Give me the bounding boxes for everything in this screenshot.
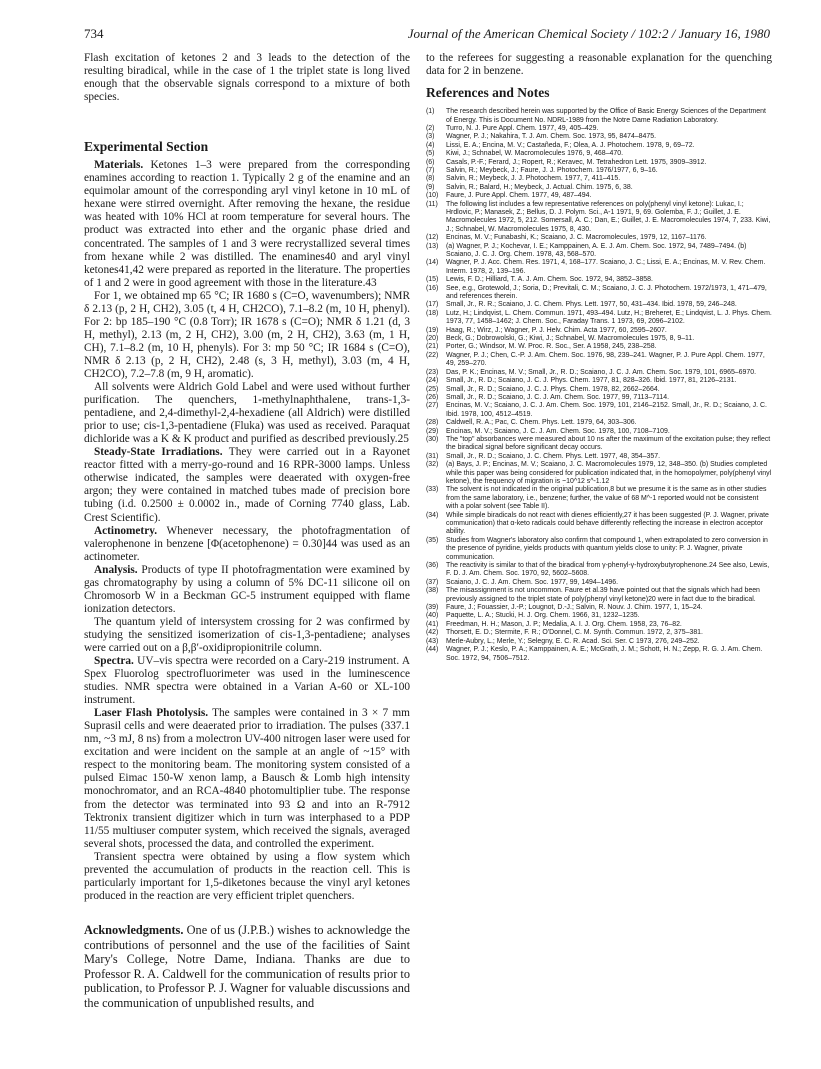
reference-number: (34) xyxy=(426,511,439,519)
reference-item xyxy=(426,301,772,309)
reference-text: Salvin, R.; Meybeck, J. J. Photochem. 1977, 7, 411–415. xyxy=(446,175,621,183)
paragraph-text: They were carried out in a Rayonet reactor fitted with a merry-go-round and 16 RPR-3000 lamps. Unless otherwise indicated, the samples were deaerated with oxygen-free argon; they were contained in matched tubes made of precision bore tubing (i.d. 0.2500 ± 0.0002 in., made of Corning 7740 glass, Lab. Crest Scientific). xyxy=(84,446,411,524)
experimental-paragraph xyxy=(84,290,410,381)
reference-number: (32) xyxy=(426,461,439,469)
reference-text: Small, Jr., R. D.; Scaiano, J. C. J. Am. Chem. Soc. 1977, 99, 7113–7114. xyxy=(446,393,670,401)
references-heading: References and Notes xyxy=(426,85,550,101)
reference-text: Lewis, F. D.; Hilliard, T. A. J. Am. Chem. Soc. 1972, 94, 3852–3858. xyxy=(446,276,653,284)
reference-text: Paquette, L. A.; Stucki, H. J. Org. Chem. 1966, 31, 1232–1235. xyxy=(446,612,640,620)
reference-text: The reactivity is similar to that of the biradical from γ-phenyl-γ-hydroxybutyrophenone.24 See also, Lewis, F. D. J. Am. Chem. Soc. 1970, 92, 5602–5608. xyxy=(446,562,770,578)
paragraph-text: Ketones 1–3 were prepared from the corresponding enamines according to reaction 1. Typically 2 g of the enamine and an equimolar amount of the corresponding aryl vinyl ketone in 10 mL of hexane were stirred overnight. After removing the hexane, the residue was heated with 10% HCl at room temperature for several hours. The product was extracted into ether and the organic phase dried and concentrated. The samples of 1 and 3 were recrystallized several times from hexane while 2 was distilled. The enamines40 and aryl vinyl ketones41,42 were prepared as reported in the literature. The properties of 1 and 2 were in good agreement with those in the literature.43 xyxy=(84,159,410,289)
reference-item xyxy=(426,369,772,377)
reference-number: (12) xyxy=(426,234,439,242)
reference-number: (11) xyxy=(426,200,438,208)
reference-number: (39) xyxy=(426,604,439,612)
reference-item xyxy=(426,377,772,385)
reference-text: Beck, G.; Dobrowolski, G.; Kiwi, J.; Schnabel, W. Macromolecules 1975, 8, 9–11. xyxy=(446,335,695,343)
reference-number: (16) xyxy=(426,284,439,292)
reference-item xyxy=(426,150,772,158)
reference-text: See, e.g., Grotewold, J.; Soria, D.; Previtali, C. M.; Scaiano, J. C. J. Photochem. 1972/1973, 1, 471–479, and references therein. xyxy=(446,284,767,301)
reference-number: (2) xyxy=(426,124,435,132)
reference-item xyxy=(426,436,772,453)
paragraph-text: UV–vis spectra were recorded on a Cary-219 instrument. A Spex Fluorolog spectrofluorimeter was used in the luminescence studies. NMR spectra were obtained in a Varian A-60 or XL-100 instrument. xyxy=(84,655,410,707)
reference-item xyxy=(426,621,772,629)
reference-number: (42) xyxy=(426,629,439,637)
reference-text: (a) Wagner, P. J.; Kochevar, I. E.; Kamppainen, A. E. J. Am. Chem. Soc. 1972, 94, 7489–7494. (b) Scaiano, J. C. J. Org. Chem. 1978, 43, 568–570. xyxy=(446,242,747,258)
reference-number: (5) xyxy=(426,150,435,158)
reference-number: (1) xyxy=(426,108,435,116)
ack-text: One of us (J.P.B.) wishes to acknowledge the contributions of personnel and the use of the facilities of Saint Mary's College, Notre Dame, Indiana. Thanks are due to Professor R. A. Caldwell for the communication of results prior to publication, to Professor P. J. Wagner for valuable discussions and the communication of unpublished results, and xyxy=(84,922,410,1010)
reference-text: Thorsett, E. D.; Stermite, F. R.; O'Donnel, C. M. Synth. Commun. 1972, 2, 375–381. xyxy=(446,629,703,637)
reference-item xyxy=(426,310,772,327)
reference-number: (7) xyxy=(426,166,435,174)
reference-text: Wagner, P. J.; Keslo, P. A.; Kamppainen, A. E.; McGrath, J. M.; Schott, H. N.; Zepp, R. G. J. Am. Chem. Soc. 1972, 94, 7506–7512. xyxy=(446,646,763,662)
reference-item xyxy=(426,587,772,604)
right-column xyxy=(426,52,772,663)
reference-item xyxy=(426,142,772,150)
paragraph-run-in-heading: Laser Flash Photolysis. xyxy=(94,707,209,720)
reference-text: (a) Bays, J. P.; Encinas, M. V.; Scaiano, J. C. Macromolecules 1979, 12, 348–350. (b) Studies completed while this paper was being considered for publication indicated that, in the homopolymer, poly(phenyl vinyl ketone), the frequency of migration is ~10^12 s^-1.12 xyxy=(446,461,772,485)
reference-item xyxy=(426,402,772,419)
reference-number: (17) xyxy=(426,301,439,309)
intro-paragraph: Flash excitation of ketones 2 and 3 leads to the detection of the resulting biradical, while in the case of 1 the triplet state is long lived enough that the observable signals correspond to a mixture of both species. xyxy=(84,52,410,104)
reference-number: (14) xyxy=(426,259,439,267)
reference-number: (9) xyxy=(426,183,435,191)
reference-text: The following list includes a few representative references on poly(phenyl vinyl ketone): Lukac, I.; Hrdlovic, P.; Manasek, Z.; Bellus, D. J. Polym. Sci., A-1 1971, 9, 69. Golemba, F. J.; Guillet, J. E. Macromolecules 1972, 5, 212. Somersall, A. C.; Dan, E.; Guillet, J. E. Macromolecules 1974, 7, 233. Kiwi, J.; Schnabel, W. Macromolecules 1975, 8, 430. xyxy=(446,200,771,233)
experimental-paragraph xyxy=(84,564,410,616)
reference-number: (43) xyxy=(426,637,439,645)
reference-item xyxy=(426,159,772,167)
reference-text: Wagner, P. J.; Chen, C.-P. J. Am. Chem. Soc. 1976, 98, 239–241. Wagner, P. J. Pure Appl. Chem. 1977, 49, 259–270. xyxy=(446,351,765,368)
reference-text: Wagner, P. J.; Nakahira, T. J. Am. Chem. Soc. 1973, 95, 8474–8475. xyxy=(446,133,657,141)
experimental-paragraph xyxy=(84,159,410,289)
reference-text: Faure, J. Pure Appl. Chem. 1977, 49, 487–494. xyxy=(446,192,592,200)
paragraph-run-in-heading: Actinometry. xyxy=(94,524,158,537)
reference-text: Scaiano, J. C. J. Am. Chem. Soc. 1977, 99, 1494–1496. xyxy=(446,578,618,586)
reference-number: (24) xyxy=(426,377,439,385)
reference-number: (22) xyxy=(426,351,439,359)
reference-item xyxy=(426,419,772,427)
reference-number: (35) xyxy=(426,536,439,544)
reference-text: Small, Jr., R. D.; Scaiano, J. C. J. Phys. Chem. 1978, 82, 2662–2664. xyxy=(446,385,660,393)
reference-text: Haag, R.; Wirz, J.; Wagner, P. J. Helv. Chim. Acta 1977, 60, 2595–2607. xyxy=(446,326,667,334)
reference-item xyxy=(426,612,772,620)
paragraph-text: The quantum yield of intersystem crossing for 2 was confirmed by studying the sensitized isomerization of cis-1,3-pentadiene; analyses were carried out on a β,β′-oxidipropionitrile column. xyxy=(84,615,410,654)
right-intro-paragraph: to the referees for suggesting a reasonable explanation for the quenching data for 2 in benzene. xyxy=(426,52,772,78)
reference-item xyxy=(426,428,772,436)
reference-text: The research described herein was supported by the Office of Basic Energy Sciences of the Department of Energy. This is Document No. NDRL-1989 from the Notre Dame Radiation Laboratory. xyxy=(446,108,766,124)
reference-item xyxy=(426,201,772,235)
reference-text: Encinas, M. V.; Funabashi, K.; Scaiano, J. C. Macromolecules, 1979, 12, 1167–1176. xyxy=(446,234,707,242)
paragraph-run-in-heading: Materials. xyxy=(94,159,144,172)
reference-number: (36) xyxy=(426,562,439,570)
reference-text: Encinas, M. V.; Scaiano, J. C. J. Am. Chem. Soc. 1978, 100, 7108–7109. xyxy=(446,427,670,435)
reference-number: (25) xyxy=(426,385,439,393)
reference-text: Wagner, P. J. Acc. Chem. Res. 1971, 4, 168–177. Scaiano, J. C.; Lissi, E. A.; Encinas, M. V. Rev. Chem. Interm. 1978, 2, 139–196. xyxy=(446,259,766,275)
paragraph-text: Products of type II photofragmentation were examined by gas chromatography by using a column of 5% DC-11 silicone oil on Chromosorb W in a Beckman GC-5 instrument equipped with flame ionization detectors. xyxy=(84,563,410,615)
reference-item xyxy=(426,192,772,200)
paragraph-text: All solvents were Aldrich Gold Label and were used without further purification. The quenchers, 1-methylnaphthalene, trans-1,3-pentadiene, and 2,4-dimethyl-2,4-hexadiene (all Aldrich) were distilled prior to use; cis-1,3-pentadiene (Fluka) was used as received. Paraquat dichloride was a K & K product and purified as described previously.25 xyxy=(84,381,410,446)
reference-text: Kiwi, J.; Schnabel, W. Macromolecules 1976, 9, 468–470. xyxy=(446,150,624,158)
reference-item xyxy=(426,327,772,335)
reference-text: The solvent is not indicated in the original publication,8 but we presume it is the same as in other studies from the same laboratory, i.e., benzene; further, the value of 68 M^-1 reported would not be consistent with a polar solvent (see Table II). xyxy=(446,486,767,511)
paragraph-text: Transient spectra were obtained by using a flow system which prevented the accumulation of products in the reaction cell. This is particularly important for 1,5-diketones because the vinyl aryl ketones produced in the reaction are very efficient triplet quenchers. xyxy=(84,850,410,902)
reference-number: (31) xyxy=(426,452,439,460)
reference-item xyxy=(426,386,772,394)
experimental-paragraph xyxy=(84,381,410,446)
reference-item xyxy=(426,638,772,646)
reference-number: (3) xyxy=(426,133,435,141)
paragraph-text: Whenever necessary, the photofragmentation of valerophenone in benzene [Φ(acetophenone) = 0.30]44 was used as an actinometer. xyxy=(84,524,410,563)
reference-text: While simple biradicals do not react with dienes efficiently,27 it has been suggested (P. J. Wagner, private communication) that α-keto radicals could behave differently reflecting the increase in electron acceptor ability. xyxy=(446,511,769,536)
reference-number: (21) xyxy=(426,343,439,351)
page-header xyxy=(84,26,770,42)
acknowledgments-paragraph xyxy=(84,923,410,1011)
reference-item xyxy=(426,604,772,612)
reference-number: (40) xyxy=(426,612,439,620)
reference-item xyxy=(426,646,772,663)
reference-text: Merle-Aubry, L.; Merle, Y.; Selegny, E. C. R. Acad. Sci. Ser. C 1973, 276, 249–252. xyxy=(446,637,700,645)
experimental-paragraph xyxy=(84,525,410,564)
reference-item xyxy=(426,184,772,192)
reference-number: (10) xyxy=(426,192,439,200)
reference-text: Turro, N. J. Pure Appl. Chem. 1977, 49, 405–429. xyxy=(446,124,599,132)
reference-text: The "top" absorbances were measured about 10 ns after the maximum of the excitation pulse; they reflect the biradical signal before significant decay occurs. xyxy=(446,435,771,452)
reference-text: Porter, G.; Windsor, M. W. Proc. R. Soc., Ser. A 1958, 245, 238–258. xyxy=(446,343,657,351)
reference-number: (4) xyxy=(426,141,435,149)
reference-text: Das, P. K.; Encinas, M. V.; Small, Jr., R. D.; Scaiano, J. C. J. Am. Chem. Soc. 1979, 101, 6965–6970. xyxy=(446,368,757,376)
experimental-body xyxy=(84,159,410,903)
reference-text: Freedman, H. H.; Mason, J. P.; Medalia, A. I. J. Org. Chem. 1958, 23, 76–82. xyxy=(446,620,682,628)
reference-text: Lissi, E. A.; Encina, M. V.; Castañeda, F.; Olea, A. J. Photochem. 1978, 9, 69–72. xyxy=(446,141,695,149)
reference-item xyxy=(426,486,772,511)
reference-item xyxy=(426,394,772,402)
paragraph-run-in-heading: Analysis. xyxy=(94,563,138,576)
reference-item xyxy=(426,175,772,183)
reference-number: (38) xyxy=(426,587,439,595)
experimental-paragraph xyxy=(84,707,410,851)
experimental-heading: Experimental Section xyxy=(84,139,209,155)
reference-item xyxy=(426,629,772,637)
reference-item xyxy=(426,133,772,141)
experimental-paragraph xyxy=(84,616,410,655)
reference-item xyxy=(426,276,772,284)
reference-text: Small, Jr., R. D.; Scaiano, J. C. Chem. Phys. Lett. 1977, 48, 354–357. xyxy=(446,452,661,460)
reference-item xyxy=(426,108,772,125)
reference-text: Lutz, H.; Lindqvist, L. Chem. Commun. 1971, 493–494. Lutz, H.; Breheret, E.; Lindqvist, L. J. Phys. Chem. 1973, 77, 1458–1462; J. Chem. Soc., Faraday Trans. 1 1973, 69, 2096–2102. xyxy=(446,309,772,326)
references-list xyxy=(426,108,772,663)
reference-number: (15) xyxy=(426,276,439,284)
experimental-paragraph xyxy=(84,446,410,524)
running-title: Journal of the American Chemical Society / 102:2 / January 16, 1980 xyxy=(407,26,770,41)
reference-item xyxy=(426,167,772,175)
reference-text: The misassignment is not uncommon. Faure et al.39 have pointed out that the signals which had been previously assigned to the triplet state of poly(phenyl vinyl ketone)20 were in fact due to the biradical. xyxy=(446,587,760,603)
reference-item xyxy=(426,285,772,302)
reference-number: (6) xyxy=(426,158,435,166)
paragraph-text: The samples were contained in 3 × 7 mm Suprasil cells and were deaerated prior to irradiation. The pulses (337.1 nm, ~3 mJ, 8 ns) from a molectron UV-400 nitrogen laser were used for excitation and were incident on the sample at an angle of ~15° with respect to the monitoring beam. The monitoring system consisted of a pulsed Eimac 150-W xenon lamp, a Bausch & Lomb high intensity monochromator, and an RCA-4840 photomultiplier tube. The response from the detector was terminated into 93 Ω and into an R-7912 Tektronix transient digitizer which in turn was interphased to a PDP 11/55 multiuser computer system, which received the signals, averaged several shots, processed the data, and controlled the experiment. xyxy=(84,707,410,850)
reference-text: Casals, P.-F.; Ferard, J.; Ropert, R.; Keravec, M. Tetrahedron Lett. 1975, 3909–3912. xyxy=(446,158,707,166)
reference-item xyxy=(426,512,772,537)
reference-item xyxy=(426,453,772,461)
paragraph-run-in-heading: Steady-State Irradiations. xyxy=(94,446,223,459)
reference-item xyxy=(426,343,772,351)
reference-number: (29) xyxy=(426,427,439,435)
reference-item xyxy=(426,234,772,242)
reference-text: Small, Jr., R. R.; Scaiano, J. C. Chem. Phys. Lett. 1977, 50, 431–434. Ibid. 1978, 59, 246–248. xyxy=(446,301,737,309)
reference-text: Encinas, M. V.; Scaiano, J. C. J. Am. Chem. Soc. 1979, 101, 2146–2152. Small, Jr., R. D.; Scaiano, J. C. Ibid. 1978, 100, 4512–4519. xyxy=(446,402,767,418)
reference-item xyxy=(426,125,772,133)
reference-item xyxy=(426,335,772,343)
reference-text: Caldwell, R. A.; Pac, C. Chem. Phys. Lett. 1979, 64, 303–306. xyxy=(446,419,637,427)
reference-item xyxy=(426,243,772,260)
reference-number: (19) xyxy=(426,326,439,334)
paragraph-text: For 1, we obtained mp 65 °C; IR 1680 s (C=O, wavenumbers); NMR δ 2.13 (p, 2 H, CH2), 3.05 (t, 4 H, CH2CO), 7.1–8.2 (m, 10 H, phenyl). For 2: bp 185–190 °C (0.8 Torr); IR 1678 s (C=O); NMR δ 1.21 (d, 3 H, methyl), 2.13 (m, 2 H, CH2), 3.00 (m, 2 H, CH2), 3.63 (m, 1 H, CH), 7.1–8.2 (m, 10 H, phenyls). For 3: mp 50 °C; IR 1684 s (C=O), NMR δ 2.13 (p, 2 H, CH2), 2.48 (s, 3 H, methyl), 3.03 (m, 4 H, CH2CO), 7.2–7.8 (m, 9 H, aromatic). xyxy=(84,289,410,380)
reference-text: Faure, J.; Fouassier, J.-P.; Lougnot, D.-J.; Salvin, R. Nouv. J. Chim. 1977, 1, 15–24. xyxy=(446,604,703,612)
experimental-paragraph xyxy=(84,851,410,903)
reference-text: Salvin, R.; Meybeck, J.; Faure, J. J. Photochem. 1976/1977, 6, 9–16. xyxy=(446,166,658,174)
reference-number: (8) xyxy=(426,175,435,183)
reference-number: (27) xyxy=(426,402,439,410)
reference-text: Small, Jr., R. D.; Scaiano, J. C. J. Phys. Chem. 1977, 81, 828–326. Ibid. 1977, 81, 2126–2131. xyxy=(446,377,737,385)
paragraph-run-in-heading: Spectra. xyxy=(94,655,134,668)
reference-number: (18) xyxy=(426,309,439,317)
left-column xyxy=(84,52,410,1010)
reference-item xyxy=(426,461,772,486)
reference-number: (44) xyxy=(426,646,439,654)
reference-number: (41) xyxy=(426,620,439,628)
reference-number: (20) xyxy=(426,335,439,343)
reference-item xyxy=(426,579,772,587)
reference-number: (33) xyxy=(426,486,439,494)
reference-item xyxy=(426,562,772,579)
experimental-paragraph xyxy=(84,655,410,707)
reference-item xyxy=(426,352,772,369)
reference-number: (23) xyxy=(426,368,439,376)
reference-number: (26) xyxy=(426,393,439,401)
reference-item xyxy=(426,259,772,276)
reference-text: Salvin, R.; Balard, H.; Meybeck, J. Actual. Chim. 1975, 6, 38. xyxy=(446,183,633,191)
reference-number: (30) xyxy=(426,435,439,443)
page-number: 734 xyxy=(84,26,104,41)
reference-number: (28) xyxy=(426,419,439,427)
ack-heading: Acknowledgments. xyxy=(84,922,184,937)
reference-number: (13) xyxy=(426,242,439,250)
reference-number: (37) xyxy=(426,578,439,586)
reference-item xyxy=(426,537,772,562)
reference-text: Studies from Wagner's laboratory also confirm that compound 1, when extrapolated to zero conversion in the presence of pyridine, yields products with quantum yields close to unity: P. J. Wagner, private communication. xyxy=(446,536,768,561)
